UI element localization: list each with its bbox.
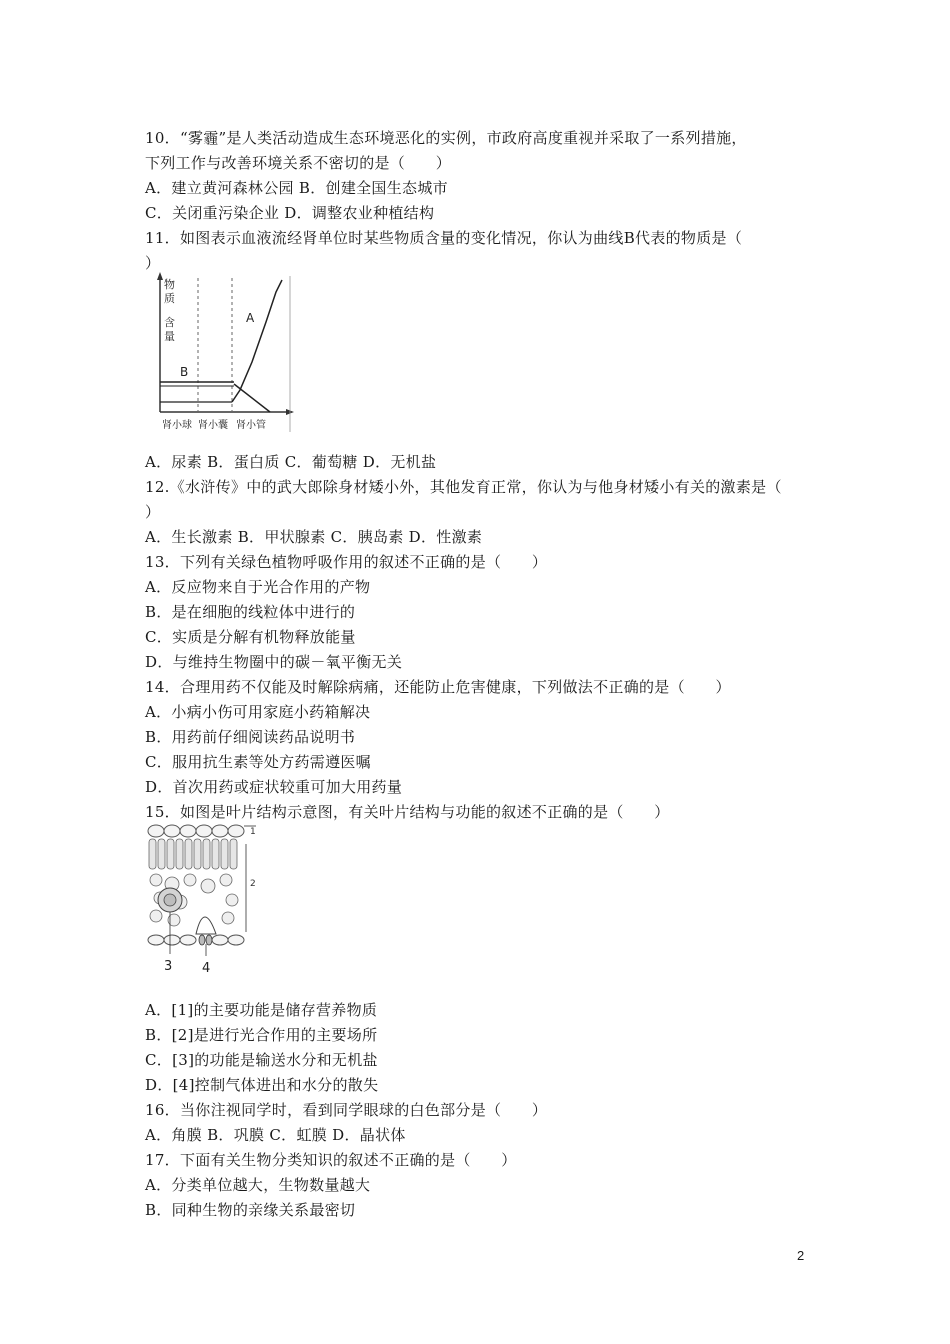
leaf-label-4: 4 xyxy=(202,961,211,974)
kidney-substance-chart xyxy=(148,272,296,440)
x-label-tubule: 肾小管 xyxy=(236,420,266,431)
chart-y-label-char4: 量 xyxy=(164,330,175,343)
q11-stem-line2: ） xyxy=(145,254,161,272)
curve-a-label: A xyxy=(246,311,255,325)
x-label-capsule: 肾小囊 xyxy=(198,420,228,431)
q13-option-a: A．反应物来自于光合作用的产物 xyxy=(145,578,371,596)
curve-b-decline xyxy=(234,384,270,412)
page-number: 2 xyxy=(797,1248,805,1263)
curve-b-label: B xyxy=(180,365,189,379)
q10-stem-line2: 下列工作与改善环境关系不密切的是（ ） xyxy=(145,154,452,172)
q13-option-b: B．是在细胞的线粒体中进行的 xyxy=(145,603,356,621)
q15-option-c: C．[3]的功能是输送水分和无机盐 xyxy=(145,1051,378,1069)
q14-option-b: B．用药前仔细阅读药品说明书 xyxy=(145,728,356,746)
q17-stem: 17．下面有关生物分类知识的叙述不正确的是（ ） xyxy=(145,1151,517,1169)
x-label-glomerulus: 肾小球 xyxy=(162,420,192,431)
chart-y-label-char2: 质 xyxy=(164,292,175,305)
q15-option-d: D．[4]控制气体进出和水分的散失 xyxy=(145,1076,379,1094)
q15-option-b: B．[2]是进行光合作用的主要场所 xyxy=(145,1026,378,1044)
leaf-label-2: 2 xyxy=(250,879,256,889)
chart-y-label-char3: 含 xyxy=(164,316,175,329)
q10-options-line1: A．建立黄河森林公园 B．创建全国生态城市 xyxy=(145,179,448,197)
curve-a-rise xyxy=(232,280,282,402)
q11-options: A．尿素 B．蛋白质 C．葡萄糖 D．无机盐 xyxy=(145,453,437,471)
q15-option-a: A．[1]的主要功能是储存营养物质 xyxy=(145,1001,378,1019)
q10-stem-line1: 10．“雾霾”是人类活动造成生态环境恶化的实例，市政府高度重视并采取了一系列措施， xyxy=(145,129,747,147)
q11-stem-line1: 11．如图表示血液流经肾单位时某些物质含量的变化情况，你认为曲线B代表的物质是（ xyxy=(145,229,743,247)
chart-y-label xyxy=(164,277,179,343)
q17-option-b: B．同种生物的亲缘关系最密切 xyxy=(145,1201,356,1219)
q12-stem-line1: 12.《水浒传》中的武大郎除身材矮小外，其他发育正常，你认为与他身材矮小有关的激素是（ xyxy=(145,478,782,496)
q14-option-d: D．首次用药或症状较重可加大用药量 xyxy=(145,778,403,796)
q13-option-c: C．实质是分解有机物释放能量 xyxy=(145,628,356,646)
q14-option-c: C．服用抗生素等处方药需遵医嘱 xyxy=(145,753,371,771)
q16-options: A．角膜 B．巩膜 C．虹膜 D．晶状体 xyxy=(145,1126,406,1144)
q12-stem-line2: ） xyxy=(145,503,161,521)
q10-options-line2: C．关闭重污染企业 D．调整农业种植结构 xyxy=(145,204,435,222)
chart-y-label-char1: 物 xyxy=(164,278,175,291)
q13-stem: 13．下列有关绿色植物呼吸作用的叙述不正确的是（ ） xyxy=(145,553,548,571)
leaf-structure-diagram xyxy=(146,822,258,974)
q16-stem: 16．当你注视同学时，看到同学眼球的白色部分是（ ） xyxy=(145,1101,548,1119)
q13-option-d: D．与维持生物圈中的碳－氧平衡无关 xyxy=(145,653,403,671)
q14-stem: 14．合理用药不仅能及时解除病痛，还能防止危害健康，下列做法不正确的是（ ） xyxy=(145,678,731,696)
q15-stem: 15．如图是叶片结构示意图，有关叶片结构与功能的叙述不正确的是（ ） xyxy=(145,803,670,821)
leaf-label-3: 3 xyxy=(164,959,173,974)
q17-option-a: A．分类单位越大，生物数量越大 xyxy=(145,1176,371,1194)
leaf-label-1: 1 xyxy=(250,827,256,837)
q12-options: A．生长激素 B．甲状腺素 C．胰岛素 D．性激素 xyxy=(145,528,483,546)
q14-option-a: A．小病小伤可用家庭小药箱解决 xyxy=(145,703,371,721)
